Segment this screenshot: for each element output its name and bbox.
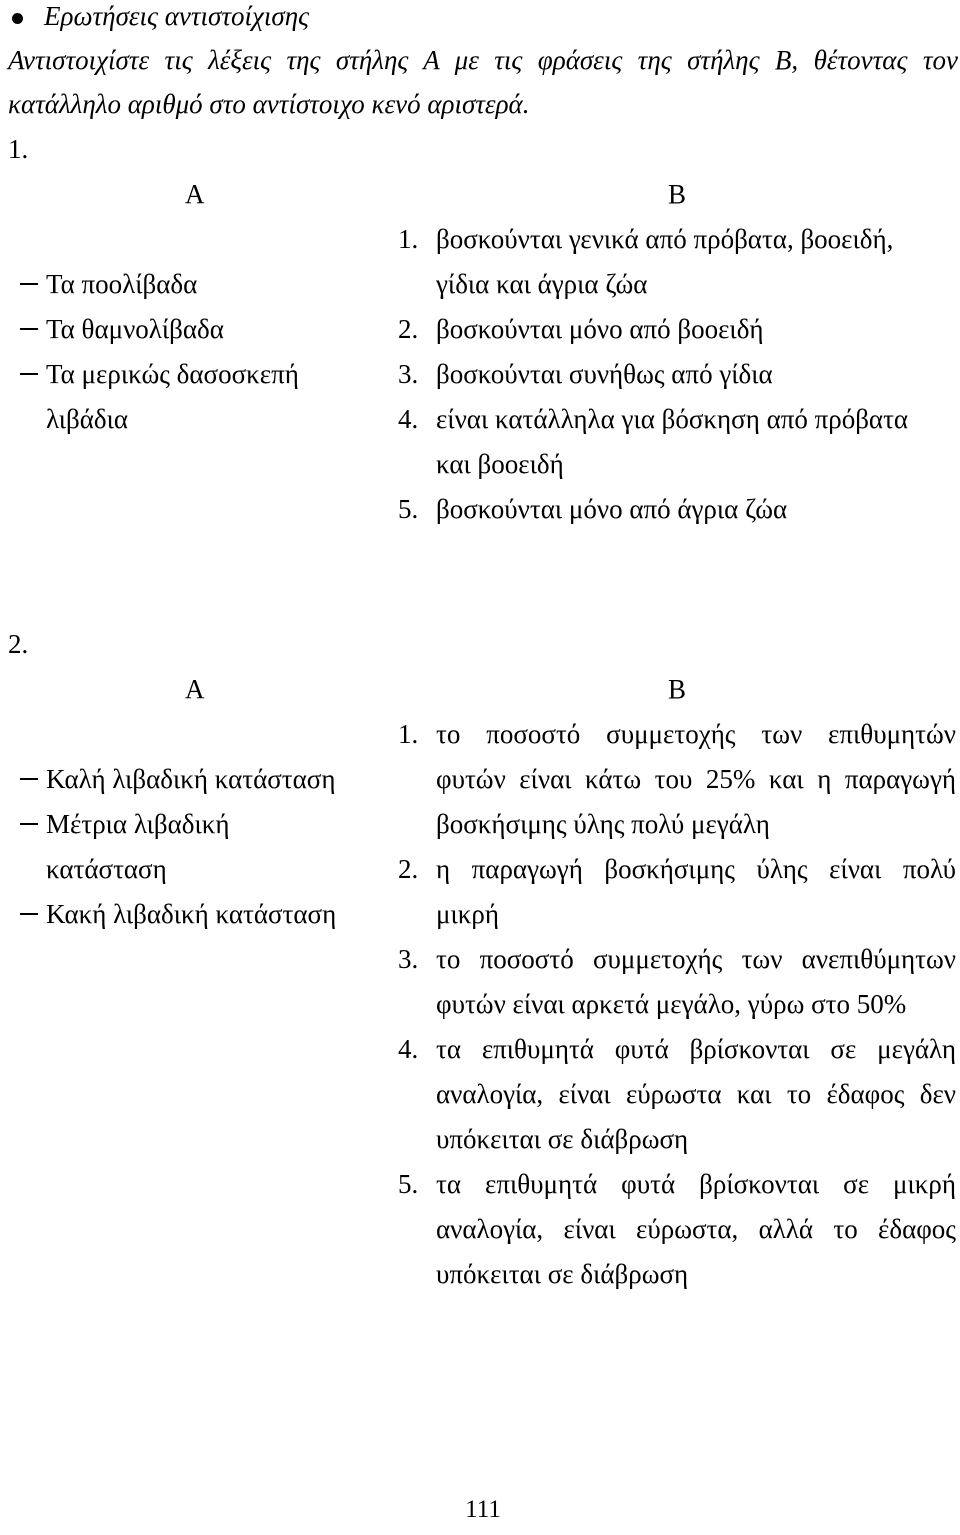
dash-icon [20,913,38,915]
exercise-2-col-b-item-cont: μικρή [436,899,499,929]
exercise-2-col-b-item: 3. το ποσοστό συμμετοχής των ανεπιθύμητων [398,944,956,974]
exercise-1-col-b-item: 5. βοσκούνται μόνο από άγρια ζώα [398,494,788,524]
exercise-2-number: 2. [8,629,29,659]
exercise-2-col-b-item: 4. τα επιθυμητά φυτά βρίσκονται σε μεγάλη [398,1034,956,1064]
section-title: Ερωτήσεις αντιστοίχισης [44,1,310,31]
exercise-1-col-b-item-cont: γίδια και άγρια ζώα [436,269,648,299]
exercise-2-col-b-item-cont: αναλογία, είναι εύρωστα, αλλά το έδαφος [436,1214,956,1244]
instruction-line-1: Αντιστοιχίστε τις λέξεις της στήλης Α με τις φράσεις της στήλης Β, θέτοντας τον [8,45,958,75]
dash-icon [20,373,38,375]
exercise-1-col-a-item: Τα θαμνολίβαδα [20,307,224,352]
dash-icon [20,823,38,825]
exercise-2-col-a-item: Μέτρια λιβαδική [20,802,229,847]
exercise-2-col-b-item-cont: φυτών είναι αρκετά μεγάλο, γύρω στο 50% [436,989,907,1019]
exercise-2-col-b-item: 1. το ποσοστό συμμετοχής των επιθυμητών [398,719,956,749]
exercise-2-col-a-header: Α [185,674,205,704]
exercise-1-col-a-header: Α [185,179,205,209]
exercise-2-col-a-item: Κακή λιβαδική κατάσταση [20,892,336,937]
dash-icon [20,328,38,330]
exercise-2-col-b-item-cont: φυτών είναι κάτω του 25% και η παραγωγή [436,764,956,794]
dash-icon [20,778,38,780]
exercise-1-col-a-item: Τα ποολίβαδα [20,262,197,307]
exercise-1-col-b-item: 1. βοσκούνται γενικά από πρόβατα, βοοειδή, [398,224,894,254]
exercise-1-col-a-item: Τα μερικώς δασοσκεπή [20,352,299,397]
exercise-2-col-b-header: Β [668,674,687,704]
exercise-1-col-b-header: Β [668,179,687,209]
exercise-1-col-b-item: 3. βοσκούνται συνήθως από γίδια [398,359,773,389]
exercise-2-col-a-item: Καλή λιβαδική κατάσταση [20,757,335,802]
dash-icon [20,283,38,285]
exercise-1-number: 1. [8,134,29,164]
bullet-icon [12,13,23,24]
section-heading [0,0,960,39]
exercise-1-col-b-item-cont: και βοοειδή [436,449,564,479]
exercise-1-col-b-item: 4. είναι κατάλληλα για βόσκηση από πρόβατα [398,404,909,434]
exercise-1-col-b-item: 2. βοσκούνται μόνο από βοοειδή [398,314,764,344]
page-number: 111 [465,1496,501,1523]
exercise-1-col-a-item-cont: λιβάδια [46,404,129,434]
exercise-2-col-b-item: 2. η παραγωγή βοσκήσιμης ύλης είναι πολύ [398,854,956,884]
exercise-2-col-b-item-cont: υπόκειται σε διάβρωση [436,1259,689,1289]
exercise-2-col-b-item-cont: υπόκειται σε διάβρωση [436,1124,689,1154]
exercise-2-col-b-item: 5. τα επιθυμητά φυτά βρίσκονται σε μικρή [398,1169,956,1199]
exercise-2-col-a-item-cont: κατάσταση [46,854,167,884]
exercise-2-col-b-item-cont: αναλογία, είναι εύρωστα και το έδαφος δεν [436,1079,956,1109]
instruction-line-2: κατάλληλο αριθμό στο αντίστοιχο κενό αριστερά. [8,89,530,119]
exercise-2-col-b-item-cont: βοσκήσιμης ύλης πολύ μεγάλη [436,809,770,839]
